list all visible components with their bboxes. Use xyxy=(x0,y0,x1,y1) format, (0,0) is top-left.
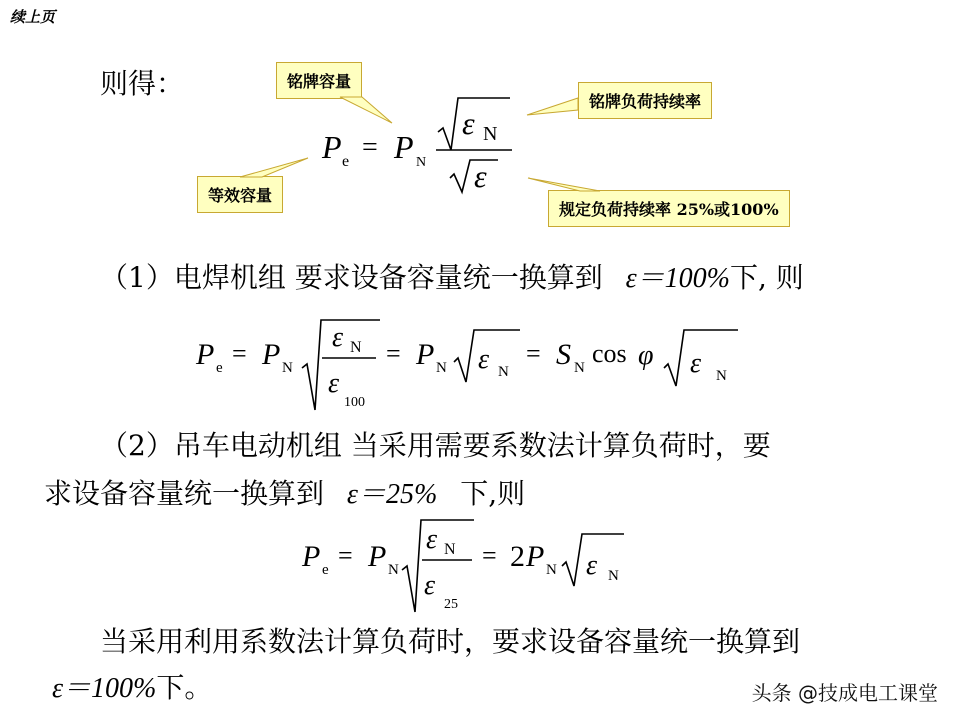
sym-P: P xyxy=(322,129,342,165)
sym-P: P xyxy=(416,338,435,371)
item3-tail: 下。 xyxy=(156,671,213,704)
sub-N: N xyxy=(416,155,427,170)
pointer-specified-duty-cycle xyxy=(528,178,600,191)
sub-N: N xyxy=(498,364,509,380)
formula-crane xyxy=(296,516,636,614)
sym-P: P xyxy=(526,540,545,573)
coef-2: 2 xyxy=(510,540,525,573)
sqrt-big xyxy=(402,520,474,612)
sym-eq: = xyxy=(232,339,247,368)
item2-line1: （2）吊车电动机组 当采用需要系数法计算负荷时，要 xyxy=(100,429,771,462)
sym-eq: = xyxy=(338,541,353,570)
sym-S: S xyxy=(556,338,571,371)
formula-welding xyxy=(190,316,750,414)
watermark: 头条 @技成电工课堂 xyxy=(751,681,938,705)
sym-eps: ε xyxy=(424,570,436,601)
sym-eq: = xyxy=(526,339,541,368)
item2-label: 求设备容量统一换算到 xyxy=(44,477,325,510)
item3-line2 xyxy=(52,666,212,706)
item1-label: （1）电焊机组 要求设备容量统一换算到 xyxy=(100,261,603,294)
sub-N: N xyxy=(546,562,557,578)
item2-condition: ε＝25% xyxy=(346,479,438,510)
sym-eps: ε xyxy=(328,368,340,399)
continued-label: 续上页 xyxy=(10,8,56,26)
sym-eps: ε xyxy=(426,524,438,555)
intro-text: 则得： xyxy=(100,67,185,100)
sym-eq: = xyxy=(386,339,401,368)
sym-phi: φ xyxy=(638,340,654,371)
item2-tail: 下,则 xyxy=(460,477,526,510)
sub-e: e xyxy=(342,153,350,170)
item3-condition: ε＝100% xyxy=(52,673,157,704)
sym-P: P xyxy=(368,540,387,573)
sub-N: N xyxy=(444,541,456,558)
formula-general xyxy=(310,90,525,200)
sym-eq: = xyxy=(482,541,497,570)
sym-P: P xyxy=(196,338,215,371)
item1-tail: 下, 则 xyxy=(729,261,804,294)
pointer-rated-duty-cycle xyxy=(527,98,578,115)
sub-100: 100 xyxy=(344,395,365,410)
sym-eps: ε xyxy=(478,344,490,375)
callout-specified-duty-cycle: 规定负荷持续率 25%或100% xyxy=(548,190,790,227)
sub-N: N xyxy=(483,123,498,145)
sym-P: P xyxy=(262,338,281,371)
sub-N: N xyxy=(574,360,585,376)
item1-text xyxy=(100,256,804,296)
sub-e: e xyxy=(322,562,329,578)
item2-line2 xyxy=(44,472,525,512)
sub-N: N xyxy=(716,368,727,384)
item3-line1: 当采用利用系数法计算负荷时，要求设备容量统一换算到 xyxy=(100,625,801,658)
sub-e: e xyxy=(216,360,223,376)
sym-eq: = xyxy=(362,132,378,163)
item1-condition: ε＝100% xyxy=(625,263,730,294)
sym-cos: cos xyxy=(592,339,627,368)
sym-P: P xyxy=(394,129,414,165)
callout-rated-duty-cycle: 铭牌负荷持续率 xyxy=(578,82,712,119)
sub-N: N xyxy=(282,360,293,376)
sub-N: N xyxy=(388,562,399,578)
sym-eps: ε xyxy=(586,550,598,581)
pointer-equivalent-capacity xyxy=(240,158,308,177)
sym-eps: ε xyxy=(332,322,344,353)
callout-rated-capacity: 铭牌容量 xyxy=(276,62,362,99)
sub-N: N xyxy=(436,360,447,376)
sym-eps: ε xyxy=(690,348,702,379)
sym-eps: ε xyxy=(474,158,487,194)
sym-P: P xyxy=(302,540,321,573)
sub-N: N xyxy=(350,339,362,356)
sym-eps: ε xyxy=(462,105,475,141)
callout-equivalent-capacity: 等效容量 xyxy=(197,176,283,213)
sub-N: N xyxy=(608,568,619,584)
sub-25: 25 xyxy=(444,597,458,612)
